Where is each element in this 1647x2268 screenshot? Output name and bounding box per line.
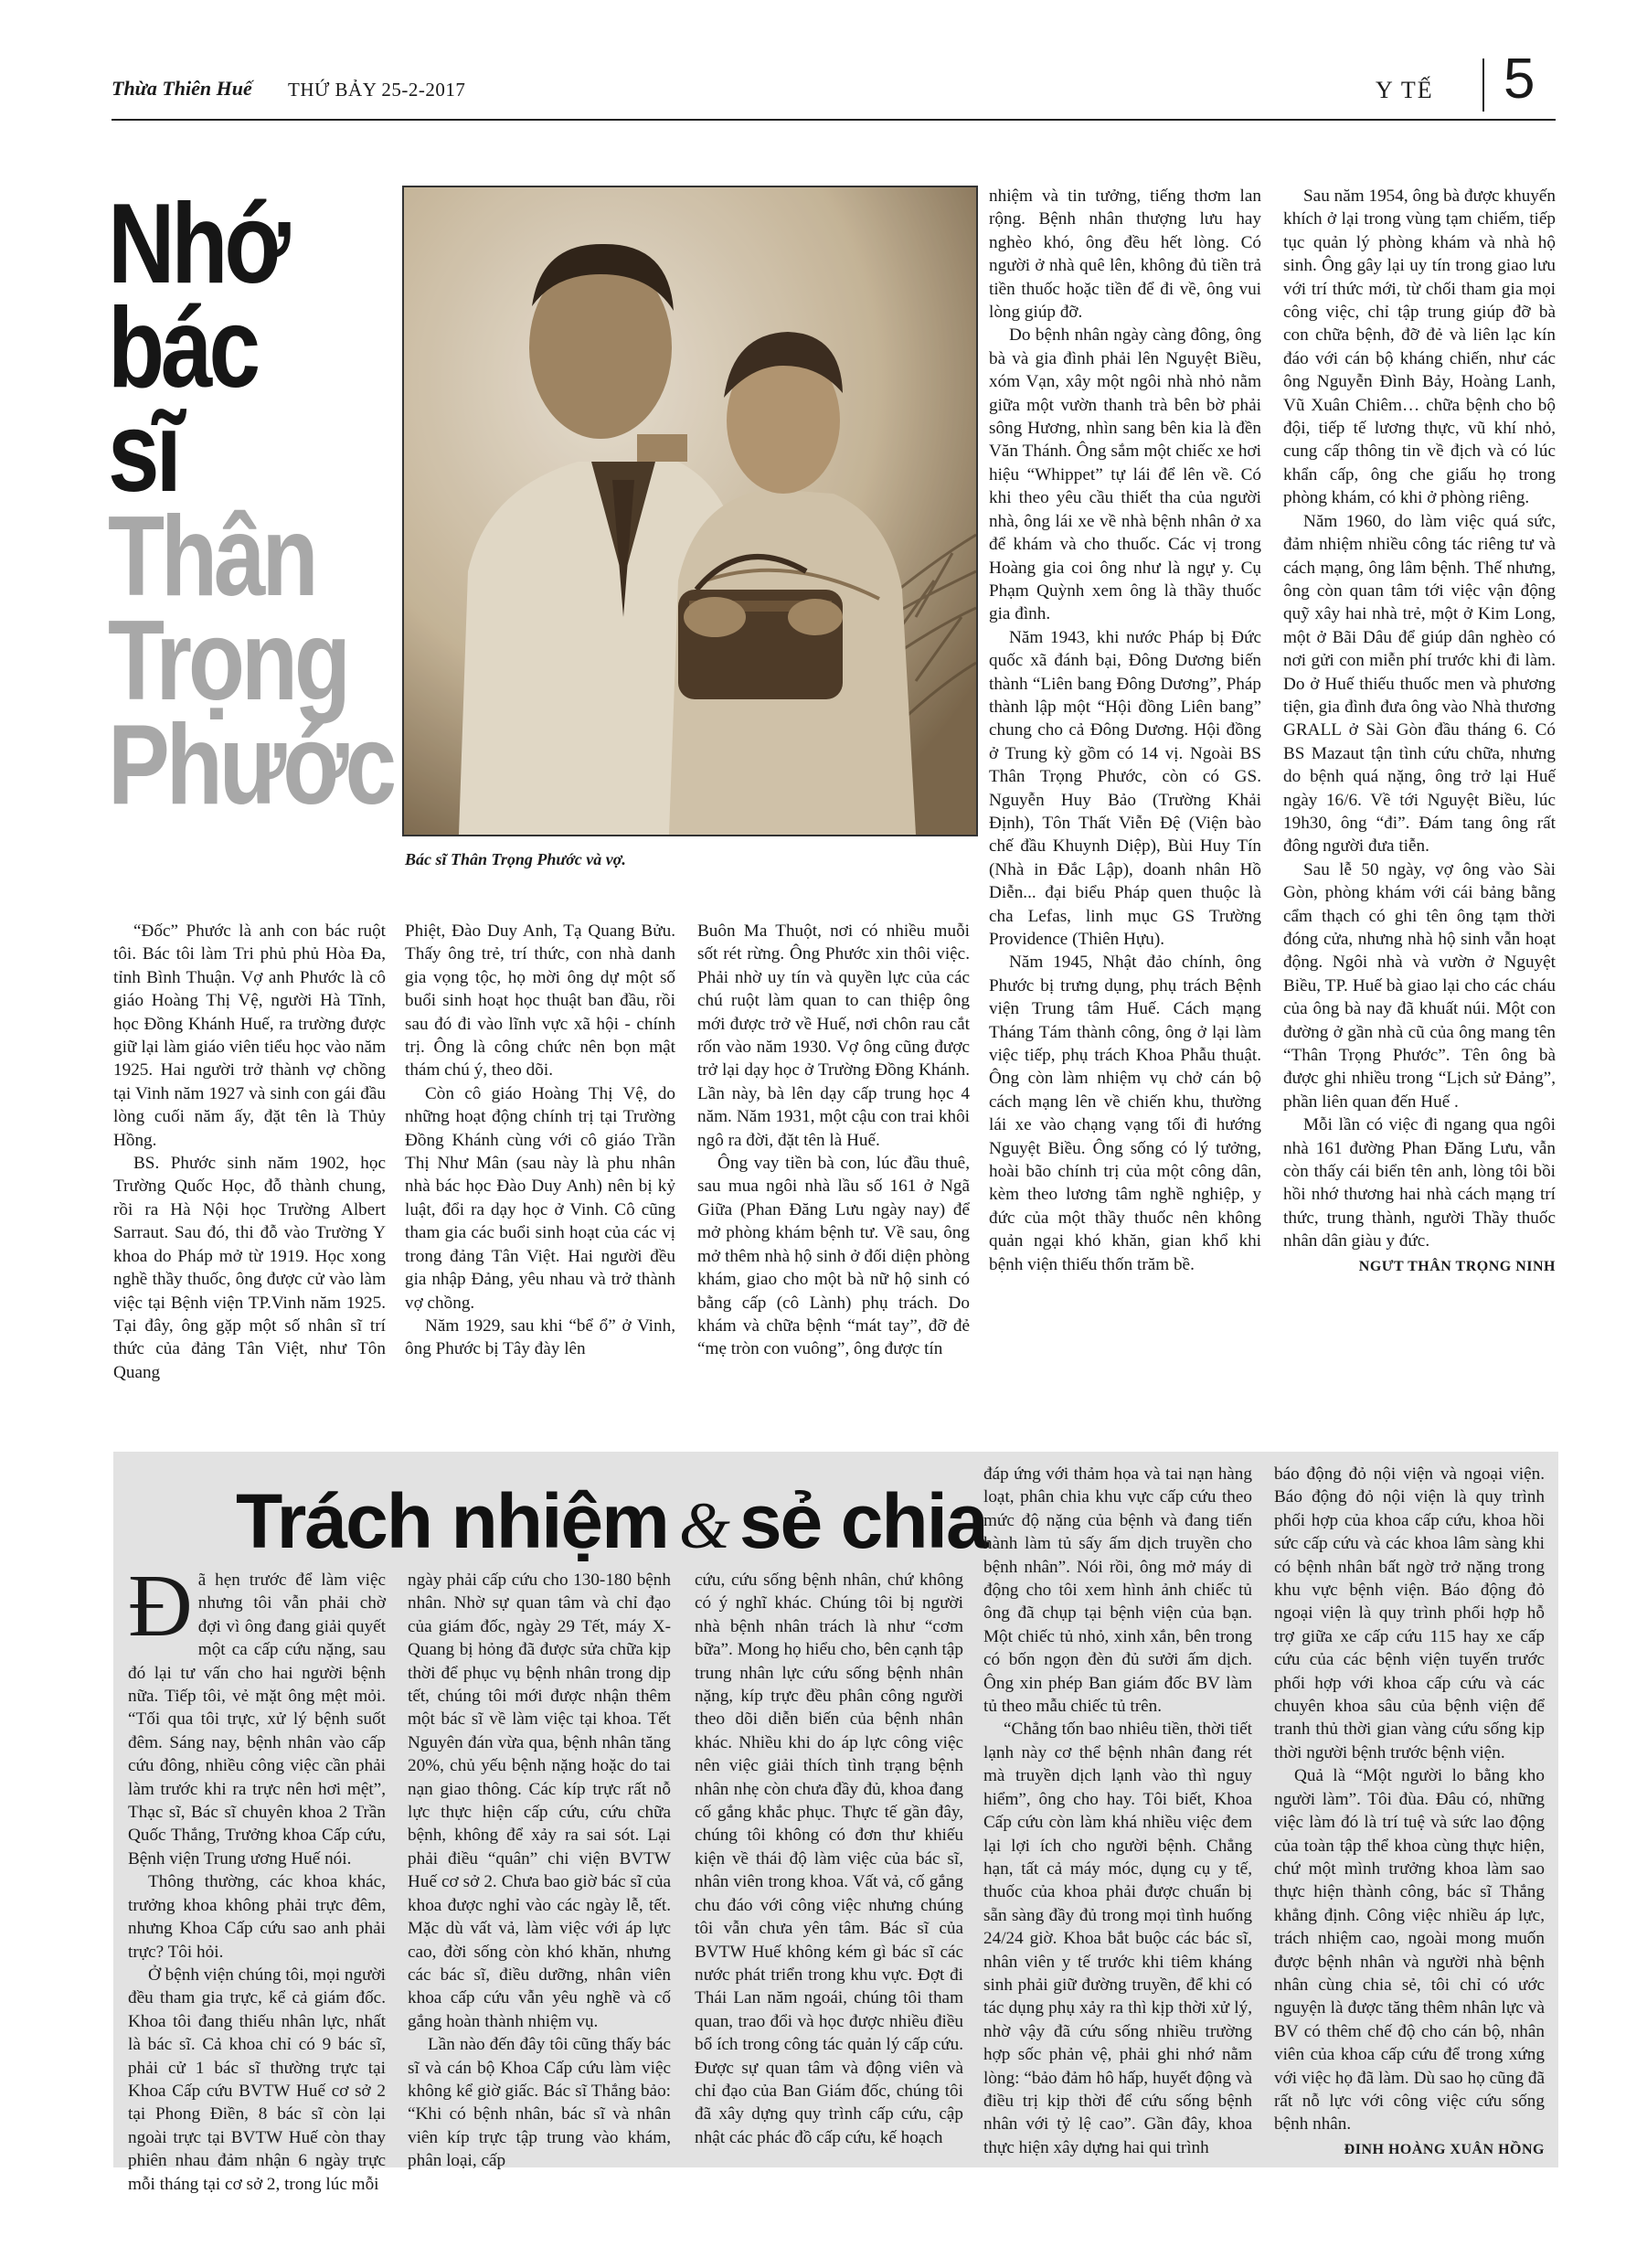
title-line-1: Nhớ — [108, 181, 287, 307]
section-label: Y TẾ — [1376, 77, 1434, 103]
article2-title — [236, 1477, 987, 1566]
paragraph: cứu, cứu sống bệnh nhân, chứ không có ý nghĩ khác. Chúng tôi bị người nhà bệnh nhân trách là như “cơm bữa”. Mong họ hiểu cho, bên cạnh tập trung nhân lực cứu sống bệnh nhân nặng, kíp trực đều phân công người theo dõi diễn biến của bệnh nhân khác. Nhiều khi do áp lực công việc nên việc giải thích tình trạng bệnh nhân nhẹ còn chưa đầy đủ, khoa đang cố gắng khắc phục. Thực tế gần đây, chúng tôi không có đơn thư khiếu kiện về thái độ làm việc của bác sĩ, nhân viên trong khoa. Vất vả, cố gắng chu đáo với công việc nhưng chúng tôi vẫn chưa yên tâm. Bác sĩ của BVTW Huế không kém gì bác sĩ các nước phát triển trong khu vực. Đợt đi Thái Lan năm ngoái, chúng tôi tham quan, trao đổi và học được nhiều điều bổ ích trong công tác quản lý cấp cứu. Được sự quan tâm và động viên và chỉ đạo của Ban Giám đốc, chúng tôi đã xây dựng quy trình cấp cứu, cập nhật các phác đồ cấp cứu, kế hoạch — [695, 1571, 963, 2147]
article1-title — [108, 181, 400, 829]
article2-author: ĐINH HOÀNG XUÂN HỒNG — [1344, 2141, 1545, 2157]
newspaper-name: Thừa Thiên Huế — [112, 77, 252, 100]
title-line-3: Thân — [108, 494, 315, 621]
article1-author: NGƯT THÂN TRỌNG NINH — [1358, 1258, 1556, 1274]
header-divider — [1482, 59, 1484, 112]
portrait-illustration — [404, 187, 976, 835]
paragraph: đáp ứng với thảm họa và tai nạn hàng loạt, phân chia khu vực cấp cứu theo mức độ nặng của bệnh và đang tiến hành làm tủ sấy ấm dịch truyền cho bệnh nhân”. Nói rồi, ông mở máy di động cho tôi xem hình ảnh chiếc tủ ông đã chụp tại bệnh viện của bạn. Một chiếc tủ nhỏ, xinh xắn, bên trong có bốn ngọn đèn đủ sưởi ấm dịch. Ông xin phép Ban giám đốc BV làm tủ theo mẫu chiếc tủ trên. — [983, 1464, 1252, 1717]
paragraph: Quả là “Một người lo bằng kho người làm”. Tôi đùa. Đâu có, những việc làm đó là trí tuệ và sức lao động của toàn tập thể khoa cùng thực hiện, chứ một mình trưởng khoa làm sao thực hiện thành công, bác sĩ Thắng khẳng định. Công việc nhiều áp lực, trách nhiệm cao, ngoài mong muốn được bệnh nhân và người nhà bệnh nhân cùng chia sẻ, tôi chỉ có ước nguyện là được tăng thêm nhân lực và BV có thêm chế độ cho cán bộ, nhân viên của khoa cấp cứu để trong xứng với việc họ đã làm. Dù sao họ cũng đã rất nỗ lực với công việc cứu sống bệnh nhân. — [1274, 1766, 1545, 2135]
paragraph: Ông vay tiền bà con, lúc đầu thuê, sau mua ngôi nhà lầu số 161 ở Ngã Giữa (Phan Đăng Lưu ngày nay) để mở phòng khám bệnh tư. Về sau, ông mở thêm nhà hộ sinh ở đối diện phòng khám, giao cho một bà nữ hộ sinh có bằng cấp (cô Lành) phụ trách. Do khám và chữa bệnh “mát tay”, đỡ đẻ “mẹ tròn con vuông”, ông được tín — [697, 1154, 970, 1359]
article2-column-3 — [695, 1569, 963, 2149]
issue-date: THỨ BẢY 25-2-2017 — [288, 79, 466, 101]
article2-column-2 — [408, 1569, 671, 2173]
paragraph: nhiệm và tin tưởng, tiếng thơm lan rộng. Bệnh nhân thượng lưu hay nghèo khó, ông đều hết lòng. Có người ở nhà quê lên, không đủ tiền trả tiền thuốc hoặc tiền để đi về, ông vui lòng giúp đỡ. — [989, 186, 1261, 323]
paragraph: Sau năm 1954, ông bà được khuyến khích ở lại trong vùng tạm chiếm, tiếp tục quản lý phòng khám và nhà hộ sinh. Ông gây lại uy tín trong giao lưu với trí thức mới, từ chối tham gia mọi công việc, chỉ tập trung giúp đỡ bà con chữa bệnh, đỡ đẻ và liên lạc kín đáo với cán bộ kháng chiến, như các ông Nguyễn Đình Bảy, Hoàng Lanh, Vũ Xuân Chiêm… chữa bệnh cho bộ đội, tiếp tế lương thực, vũ khí nhỏ, cung cấp thông tin về địch và có lúc khẩn cấp, ông che giấu họ trong phòng khám, có khi ở phòng riêng. — [1283, 186, 1556, 508]
article1-column-5 — [1283, 185, 1556, 1278]
title-line-5: Phước — [108, 702, 393, 829]
header-rule — [112, 119, 1556, 121]
article1-column-1 — [113, 920, 386, 1384]
paragraph: Năm 1945, Nhật đảo chính, ông Phước bị trưng dụng, phụ trách Bệnh viện Trung tâm Huế. Cách mạng Tháng Tám thành công, ông ở lại làm việc tiếp, phụ trách Khoa Phẫu thuật. Ông còn làm nhiệm vụ chở cán bộ cách mạng lên về chiến khu, thường lái xe vào chạng vạng tối đi hướng Nguyệt Biều. Ông sống có lý tưởng, hoài bão chính trị của một công dân, kèm theo lương tâm nghề nghiệp, y đức của một thầy thuốc nên không quản ngại khó khăn, gian khổ khi bệnh viện thiếu thốn trăm bề. — [989, 953, 1261, 1274]
article1-column-4 — [989, 185, 1261, 1276]
paragraph: Thông thường, các khoa khác, trưởng khoa không phải trực đêm, nhưng Khoa Cấp cứu sao anh phải trực? Tôi hỏi. — [128, 1872, 386, 1962]
article1-column-2 — [405, 920, 675, 1361]
paragraph: Còn cô giáo Hoàng Thị Vệ, do những hoạt động chính trị tại Trường Đồng Khánh cùng với cô giáo Trần Thị Như Mân (sau này là phu nhân nhà bác học Đào Duy Anh) nên bị kỷ luật, đổi ra dạy học ở Vinh. Cô cũng tham gia các buổi sinh hoạt của các vị trong đảng Tân Việt. Hai người đều gia nhập Đảng, yêu nhau và trở thành vợ chồng. — [405, 1083, 675, 1313]
paragraph: Lần nào đến đây tôi cũng thấy bác sĩ và cán bộ Khoa Cấp cứu làm việc không kể giờ giấc. Bác sĩ Thắng bảo: “Khi có bệnh nhân, bác sĩ và nhân viên kíp trực tập trung vào khám, phân loại, cấp — [408, 2035, 671, 2171]
paragraph: báo động đỏ nội viện và ngoại viện. Báo động đỏ nội viện là quy trình phối hợp của khoa cấp cứu, khoa hồi sức cấp cứu và các khoa lâm sàng khi có bệnh nhân bất ngờ trở nặng trong khu vực bệnh viện. Báo động đỏ ngoại viện là quy trình phối hợp hỗ trợ giữa xe cấp cứu 115 hay xe cấp cứu của các bệnh viện tuyến trước phối hợp với khoa cấp cứu và các chuyên khoa sâu của bệnh viện để tranh thủ thời gian vàng cứu sống kịp thời người bệnh trước bệnh viện. — [1274, 1464, 1545, 1762]
paragraph: “Chẳng tốn bao nhiêu tiền, thời tiết lạnh này cơ thể bệnh nhân đang rét mà truyền dịch lạnh vào thì nguy hiểm”, ông cho hay. Tôi biết, Khoa Cấp cứu còn làm khá nhiều việc đem lại lợi ích cho người bệnh. Chẳng hạn, tất cả máy móc, dụng cụ y tế, thuốc của khoa phải được chuẩn bị sẵn sàng đầy đủ trong mọi tình huống 24/24 giờ. Khoa bắt buộc các bác sĩ, nhân viên y tế trước khi tiêm kháng sinh phải giữ đường truyền, để khi có tác dụng phụ xảy ra thì kịp thời xử lý, nhờ vậy đã cứu sống nhiều trường hợp sốc phản vệ, phải ghi nhớ nằm lòng: “bảo đảm hô hấp, huyết động và điều trị kịp thời để cứu sống bệnh nhân với tỷ lệ cao”. Gần đây, khoa thực hiện xây dựng hai qui trình — [983, 1720, 1252, 2157]
portrait-photo — [402, 186, 978, 836]
drop-cap: Đ — [128, 1557, 193, 1656]
paragraph: Ở bệnh viện chúng tôi, mọi người đều tham gia trực, kể cả giám đốc. Khoa tôi đang thiếu nhân lực, nhất là bác sĩ. Cả khoa chỉ có 9 bác sĩ, phải cử 1 bác sĩ thường trực tại Khoa Cấp cứu BVTW Huế cơ sở 2 tại Phong Điền, 8 bác sĩ còn lại ngoài trực tại BVTW Huế còn thay phiên nhau đảm nhận 6 ngày trực mỗi tháng tại cơ sở 2, trong lúc mỗi — [128, 1965, 386, 2194]
article1-column-3 — [697, 920, 970, 1361]
paragraph: Do bệnh nhân ngày càng đông, ông bà và gia đình phải lên Nguyệt Biều, xóm Vạn, xây một ngôi nhà nhỏ nằm giữa một vườn thanh trà bên bờ phải sông Hương, nhìn sang bên kia là đền Văn Thánh. Ông sắm một chiếc xe hơi hiệu “Whippet” tự lái để lên về. Có khi theo yêu cầu thiết tha của người nhà, ông lái xe về nhà bệnh nhân ở xa để khám và cho thuốc. Các vị trong Hoàng gia coi ông như là ngự y. Cụ Phạm Quỳnh xem ông là thầy thuốc gia đình. — [989, 325, 1261, 624]
title2-ampersand: & — [678, 1489, 728, 1562]
paragraph: Năm 1929, sau khi “bể ổ” ở Vinh, ông Phước bị Tây đày lên — [405, 1315, 675, 1359]
photo-caption: Bác sĩ Thân Trọng Phước và vợ. — [405, 850, 626, 868]
article2-column-1 — [128, 1557, 386, 2196]
page-number: 5 — [1504, 48, 1535, 111]
title2-part-1: Trách nhiệm — [236, 1478, 668, 1564]
title-line-4: Trọng — [108, 598, 347, 725]
title-line-2: bác sĩ — [108, 285, 257, 516]
paragraph: BS. Phước sinh năm 1902, học Trường Quốc Học, đỗ thành chung, rồi ra Hà Nội học Trường Albert Sarraut. Sau đó, thi đỗ vào Trường Y khoa do Pháp mở từ 1919. Học xong nghề thầy thuốc, ông được cử vào làm việc tại Bệnh viện TP.Vinh năm 1925. Tại đây, ông gặp một số nhân sĩ trí thức của đảng Tân Việt, như Tôn Quang — [113, 1154, 386, 1382]
lead-text: ã hẹn trước để làm việc nhưng tôi vẫn phải chờ đợi vì ông đang giải quyết một ca cấp cứu nặng, sau đó lại tư vấn cho hai người bệnh nữa. Tiếp tôi, vẻ mặt ông mệt mỏi. “Tối qua tôi trực, xử lý bệnh suốt đêm. Sáng nay, bệnh nhân vào cấp cứu đông, nhiều công việc cần phải làm trước khi ra trực nên hơi mệt”, Thạc sĩ, Bác sĩ chuyên khoa 2 Trần Quốc Thắng, Trưởng khoa Cấp cứu, Bệnh viện Trung ương Huế nói. — [128, 1571, 386, 1869]
article2-column-4 — [983, 1463, 1252, 2159]
paragraph: Phiệt, Đào Duy Anh, Tạ Quang Bửu. Thấy ông trẻ, trí thức, con nhà danh gia vọng tộc, họ mời ông dự một số buổi sinh hoạt học thuật ban đầu, rồi sau đó đi vào lĩnh vực xã hội - chính trị. Ông là công chức nên bọn mật thám chú ý, theo dõi. — [405, 921, 675, 1081]
paragraph: Mỗi lần có việc đi ngang qua ngôi nhà 161 đường Phan Đăng Lưu, vẫn còn thấy cái biển tên anh, lòng tôi bồi hồi nhớ thương hai nhà cách mạng trí thức, trung thành, người Thầy thuốc nhân dân giàu y đức. — [1283, 1115, 1556, 1251]
paragraph: Sau lễ 50 ngày, vợ ông vào Sài Gòn, phòng khám với cái bảng bằng cẩm thạch có ghi tên ông tạm thời đóng cửa, nhưng nhà hộ sinh vẫn hoạt động. Ngôi nhà và vườn ở Nguyệt Biều, TP. Huế bà giao lại cho các cháu của ông bà nay đã khuất núi. Một con đường ở gần nhà cũ của ông mang tên “Thân Trọng Phước”. Tên ông bà được ghi nhiều trong “Lịch sử Đảng”, phần liên quan đến Huế . — [1283, 859, 1556, 1112]
article2-column-5 — [1274, 1463, 1545, 2161]
paragraph: Năm 1943, khi nước Pháp bị Đức quốc xã đánh bại, Đông Dương biến thành “Liên bang Đông Dương”, Pháp thành lập một “Hội đồng Liên bang” chung cho cả Đông Dương. Hội đồng ở Trung kỳ gồm có 14 vị. Ngoài BS Thân Trọng Phước, còn có GS. Nguyễn Huy Bảo (Trường Khải Định), Tôn Thất Viễn Đệ (Viện bào chế đầu Khuynh Diệp), Bùi Huy Tín (Nhà in Đắc Lập), doanh nhân Hồ Diễn... đại biểu Pháp quen thuộc là cha Lefas, linh mục GS Trường Providence (Thiên Hựu). — [989, 627, 1261, 949]
paragraph: Buôn Ma Thuột, nơi có nhiều muỗi sốt rét rừng. Ông Phước xin thôi việc. Phải nhờ uy tín và quyền lực của các chú ruột làm quan to can thiệp ông mới được trở về Huế, nơi chôn rau cắt rốn vào năm 1930. Vợ ông cũng được trở lại dạy học ở Trường Đồng Khánh. Lần này, bà lên dạy cấp trung học 4 năm. Năm 1931, một cậu con trai khôi ngô ra đời, đặt tên là Huế. — [697, 921, 970, 1150]
paragraph: Năm 1960, do làm việc quá sức, đảm nhiệm nhiều công tác riêng tư và cách mạng, ông lâm bệnh. Thế nhưng, ông còn quan tâm tới việc vận động quỹ xây hai nhà trẻ, một ở Kim Long, một ở Bãi Dâu để giúp dân nghèo có nơi gửi con miễn phí trước khi đi làm. Do ở Huế thiếu thuốc men và phương tiện, gia đình đưa ông vào Nhà thương GRALL ở Sài Gòn đầu tháng 6. Có BS Mazaut tận tình cứu chữa, nhưng do bệnh quá nặng, ông trở lại Huế ngày 16/6. Về tới Nguyệt Biều, lúc 19h30, ông “đi”. Đám tang ông rất đông người đưa tiễn. — [1283, 511, 1556, 857]
paragraph: ngày phải cấp cứu cho 130-180 bệnh nhân. Nhờ sự quan tâm và chỉ đạo của giám đốc, ngày 29 Tết, máy X-Quang bị hỏng đã được sửa chữa kịp thời để phục vụ bệnh nhân trong dịp tết, chúng tôi mới được nhận thêm một bác sĩ về làm việc tại khoa. Tết Nguyên đán vừa qua, bệnh nhân tăng 20%, chủ yếu bệnh nặng hoặc do tai nạn giao thông. Các kíp trực rất nỗ lực thực hiện cấp cứu, cứu chữa bệnh, không để xảy ra sai sót. Lại phải điều “quân” chi viện BVTW Huế cơ sở 2. Chưa bao giờ bác sĩ của khoa được nghỉ vào các ngày lễ, tết. Mặc dù vất vả, làm việc với áp lực cao, đời sống còn khó khăn, nhưng các bác sĩ, điều dưỡng, nhân viên khoa cấp cứu vẫn yêu nghề và cố gắng hoàn thành nhiệm vụ. — [408, 1571, 671, 2031]
paragraph — [128, 1557, 386, 1870]
paragraph: “Đốc” Phước là anh con bác ruột tôi. Bác tôi làm Tri phủ phủ Hòa Đa, tỉnh Bình Thuận. Vợ anh Phước là cô giáo Hoàng Thị Vệ, người Hà Tĩnh, học Đồng Khánh Huế, ra trường được giữ lại làm giáo viên tiểu học vào năm 1925. Hai người trở thành vợ chồng tại Vinh năm 1927 và sinh con gái đầu lòng cuối năm ấy, đặt tên là Thủy Hồng. — [113, 921, 386, 1150]
title2-part-2: sẻ chia — [738, 1478, 987, 1564]
